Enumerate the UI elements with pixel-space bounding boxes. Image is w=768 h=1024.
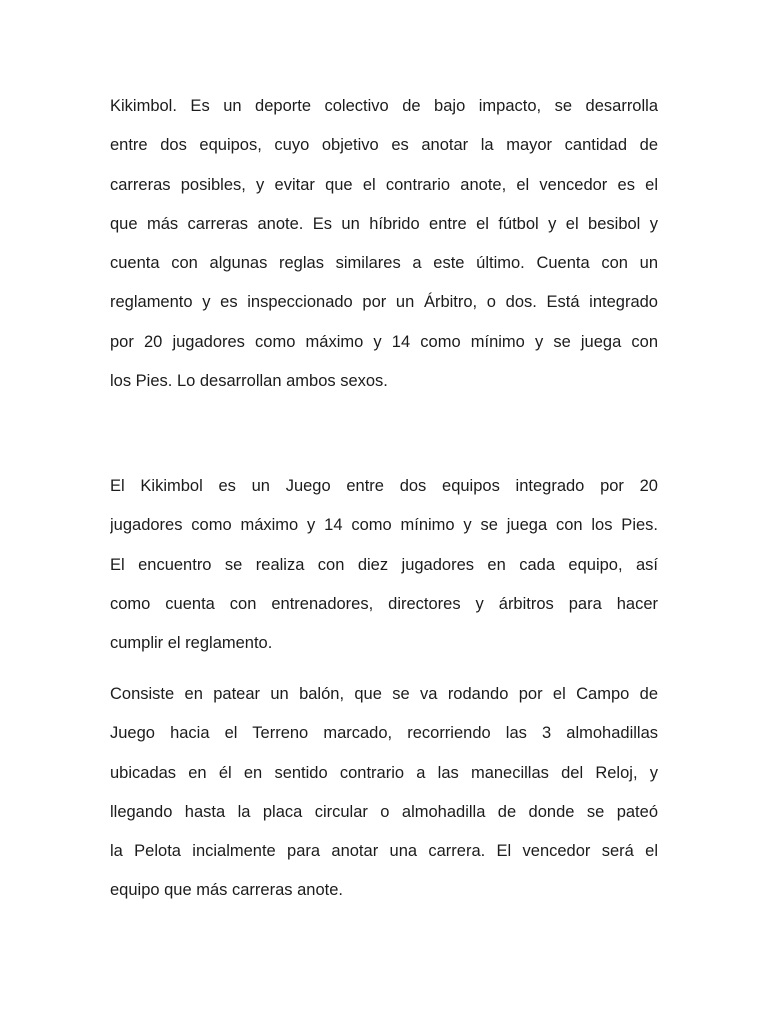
text-line: carreras posibles, y evitar que el contrario anote, el vencedor es el <box>110 175 658 194</box>
text-line: llegando hasta la placa circular o almohadilla de donde se pateó <box>110 802 658 821</box>
text-line: por 20 jugadores como máximo y 14 como mínimo y se juega con <box>110 332 658 351</box>
text-line: como cuenta con entrenadores, directores y árbitros para hacer <box>110 594 658 613</box>
paragraph-kikimbol-gameplay <box>110 675 658 911</box>
paragraph-kikimbol-teams <box>110 467 658 663</box>
text-line: equipo que más carreras anote. <box>110 881 343 900</box>
text-line: que más carreras anote. Es un híbrido entre el fútbol y el besibol y <box>110 214 658 233</box>
text-line: Juego hacia el Terreno marcado, recorriendo las 3 almohadillas <box>110 724 658 743</box>
text-line: cumplir el reglamento. <box>110 634 273 653</box>
text-line: entre dos equipos, cuyo objetivo es anotar la mayor cantidad de <box>110 136 658 155</box>
paragraph-kikimbol-definition <box>110 87 658 401</box>
text-line: cuenta con algunas reglas similares a este último. Cuenta con un <box>110 254 658 273</box>
text-line: El encuentro se realiza con diez jugadores en cada equipo, así <box>110 555 658 574</box>
text-line: reglamento y es inspeccionado por un Árbitro, o dos. Está integrado <box>110 293 658 312</box>
text-line: los Pies. Lo desarrollan ambos sexos. <box>110 372 388 391</box>
text-line: jugadores como máximo y 14 como mínimo y se juega con los Pies. <box>110 516 658 535</box>
text-line: Consiste en patear un balón, que se va rodando por el Campo de <box>110 685 658 703</box>
text-line: Kikimbol. Es un deporte colectivo de bajo impacto, se desarrolla <box>110 97 658 115</box>
text-line: ubicadas en él en sentido contrario a las manecillas del Reloj, y <box>110 763 658 782</box>
text-line: El Kikimbol es un Juego entre dos equipos integrado por 20 <box>110 477 658 495</box>
text-line: la Pelota incialmente para anotar una carrera. El vencedor será el <box>110 842 658 861</box>
